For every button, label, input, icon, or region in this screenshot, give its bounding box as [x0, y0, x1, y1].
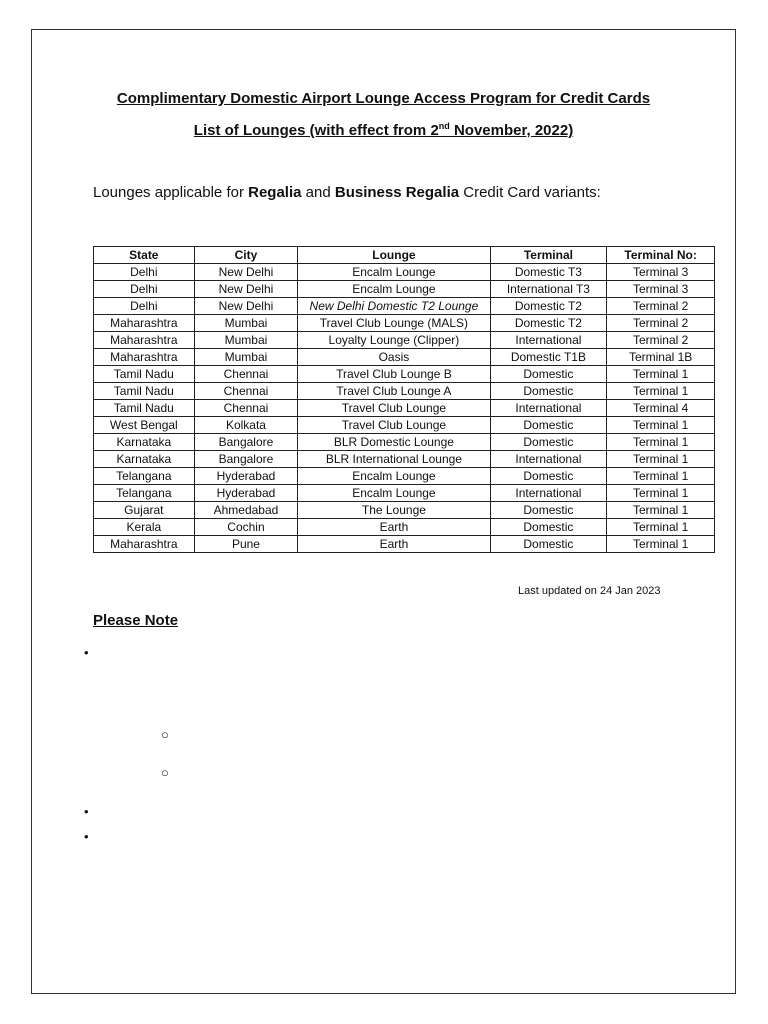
- cell-state: Tamil Nadu: [94, 400, 195, 417]
- cell-lounge: Travel Club Lounge: [298, 400, 490, 417]
- cell-city: Mumbai: [194, 349, 298, 366]
- cell-city: Chennai: [194, 383, 298, 400]
- lounge-table: [93, 246, 715, 553]
- cell-city: Hyderabad: [194, 485, 298, 502]
- cell-city: Bangalore: [194, 434, 298, 451]
- table-row: [94, 315, 715, 332]
- cell-lounge: Loyalty Lounge (Clipper): [298, 332, 490, 349]
- cell-lounge: Earth: [298, 536, 490, 553]
- cell-terminal: International: [490, 451, 607, 468]
- header-terminal: Terminal: [490, 247, 607, 264]
- table-row: [94, 468, 715, 485]
- cell-lounge: Encalm Lounge: [298, 264, 490, 281]
- cell-terminal: Domestic T2: [490, 298, 607, 315]
- table-row: [94, 281, 715, 298]
- header-lounge: Lounge: [298, 247, 490, 264]
- cell-terminal-no: Terminal 3: [607, 264, 715, 281]
- cell-terminal: Domestic: [490, 468, 607, 485]
- cell-state: Tamil Nadu: [94, 366, 195, 383]
- document-page: [31, 29, 736, 994]
- cell-terminal-no: Terminal 2: [607, 298, 715, 315]
- cell-state: Kerala: [94, 519, 195, 536]
- table-row: [94, 519, 715, 536]
- cell-state: West Bengal: [94, 417, 195, 434]
- cell-city: Hyderabad: [194, 468, 298, 485]
- table-row: [94, 502, 715, 519]
- card-name-business-regalia: Business Regalia: [334, 184, 460, 201]
- intro-prefix: Lounges applicable for: [93, 184, 249, 201]
- table-row: [94, 451, 715, 468]
- cell-lounge: Oasis: [298, 349, 490, 366]
- cell-city: Kolkata: [194, 417, 298, 434]
- document-title: Complimentary Domestic Airport Lounge Access Program for Credit Cards: [116, 90, 651, 107]
- cell-lounge: The Lounge: [298, 502, 490, 519]
- table-row: [94, 298, 715, 315]
- cell-state: Telangana: [94, 485, 195, 502]
- table-row: [94, 383, 715, 400]
- last-updated-text: Last updated on 24 Jan 2023: [518, 585, 661, 597]
- cell-terminal: Domestic T2: [490, 315, 607, 332]
- cell-state: Telangana: [94, 468, 195, 485]
- table-body: [94, 264, 715, 553]
- cell-state: Tamil Nadu: [94, 383, 195, 400]
- cell-state: Maharashtra: [94, 315, 195, 332]
- cell-terminal: Domestic: [490, 366, 607, 383]
- cell-terminal-no: Terminal 1: [607, 434, 715, 451]
- cell-lounge: Encalm Lounge: [298, 485, 490, 502]
- cell-state: Delhi: [94, 264, 195, 281]
- cell-city: Cochin: [194, 519, 298, 536]
- document-subtitle: [32, 121, 735, 139]
- cell-city: Pune: [194, 536, 298, 553]
- intro-text: [93, 184, 601, 201]
- cell-terminal-no: Terminal 1: [607, 536, 715, 553]
- please-note-heading: Please Note: [93, 612, 179, 629]
- cell-city: Chennai: [194, 366, 298, 383]
- cell-terminal-no: Terminal 1: [607, 502, 715, 519]
- intro-suffix: Credit Card variants:: [459, 184, 601, 201]
- bullet-icon: •: [84, 645, 89, 660]
- header-state: State: [94, 247, 195, 264]
- cell-terminal-no: Terminal 1: [607, 485, 715, 502]
- cell-lounge: Travel Club Lounge (MALS): [298, 315, 490, 332]
- cell-terminal: International T3: [490, 281, 607, 298]
- cell-lounge: New Delhi Domestic T2 Lounge: [298, 298, 490, 315]
- cell-lounge: Travel Club Lounge B: [298, 366, 490, 383]
- bullet-icon: •: [84, 804, 89, 819]
- subtitle-suffix: November, 2022): [449, 122, 574, 139]
- cell-terminal: International: [490, 485, 607, 502]
- table-header-row: [94, 247, 715, 264]
- cell-terminal: Domestic: [490, 434, 607, 451]
- cell-lounge: Encalm Lounge: [298, 281, 490, 298]
- cell-state: Karnataka: [94, 451, 195, 468]
- cell-terminal: International: [490, 332, 607, 349]
- cell-terminal-no: Terminal 3: [607, 281, 715, 298]
- cell-terminal-no: Terminal 1: [607, 383, 715, 400]
- table-row: [94, 485, 715, 502]
- subtitle-ordinal-suffix: nd: [438, 121, 450, 131]
- intro-middle: and: [301, 184, 335, 201]
- cell-city: Mumbai: [194, 332, 298, 349]
- header-terminal-no: Terminal No:: [607, 247, 715, 264]
- cell-lounge: BLR International Lounge: [298, 451, 490, 468]
- table-row: [94, 536, 715, 553]
- cell-state: Karnataka: [94, 434, 195, 451]
- cell-city: Ahmedabad: [194, 502, 298, 519]
- cell-terminal-no: Terminal 1: [607, 451, 715, 468]
- cell-lounge: Travel Club Lounge A: [298, 383, 490, 400]
- cell-city: Mumbai: [194, 315, 298, 332]
- sub-bullet-icon: ○: [161, 765, 169, 780]
- cell-lounge: Travel Club Lounge: [298, 417, 490, 434]
- table-row: [94, 417, 715, 434]
- cell-terminal: Domestic T1B: [490, 349, 607, 366]
- cell-terminal-no: Terminal 1: [607, 468, 715, 485]
- cell-state: Delhi: [94, 281, 195, 298]
- cell-terminal: Domestic: [490, 519, 607, 536]
- cell-lounge: Encalm Lounge: [298, 468, 490, 485]
- cell-terminal-no: Terminal 1: [607, 417, 715, 434]
- cell-terminal: Domestic: [490, 417, 607, 434]
- cell-terminal: International: [490, 400, 607, 417]
- cell-state: Maharashtra: [94, 349, 195, 366]
- table-row: [94, 349, 715, 366]
- cell-terminal-no: Terminal 1: [607, 519, 715, 536]
- cell-terminal-no: Terminal 1: [607, 366, 715, 383]
- table-row: [94, 366, 715, 383]
- cell-state: Delhi: [94, 298, 195, 315]
- cell-terminal: Domestic: [490, 383, 607, 400]
- table-row: [94, 400, 715, 417]
- sub-bullet-icon: ○: [161, 727, 169, 742]
- cell-lounge: BLR Domestic Lounge: [298, 434, 490, 451]
- cell-city: New Delhi: [194, 264, 298, 281]
- cell-terminal-no: Terminal 2: [607, 332, 715, 349]
- cell-city: Bangalore: [194, 451, 298, 468]
- cell-city: New Delhi: [194, 281, 298, 298]
- header-city: City: [194, 247, 298, 264]
- cell-terminal: Domestic T3: [490, 264, 607, 281]
- subtitle-prefix: List of Lounges (with effect from 2: [193, 122, 439, 139]
- cell-terminal: Domestic: [490, 502, 607, 519]
- bullet-icon: •: [84, 829, 89, 844]
- cell-terminal: Domestic: [490, 536, 607, 553]
- card-name-regalia: Regalia: [248, 184, 302, 201]
- cell-state: Maharashtra: [94, 536, 195, 553]
- cell-terminal-no: Terminal 1B: [607, 349, 715, 366]
- cell-state: Gujarat: [94, 502, 195, 519]
- cell-lounge: Earth: [298, 519, 490, 536]
- table-row: [94, 264, 715, 281]
- cell-terminal-no: Terminal 2: [607, 315, 715, 332]
- table-row: [94, 332, 715, 349]
- cell-terminal-no: Terminal 4: [607, 400, 715, 417]
- cell-city: New Delhi: [194, 298, 298, 315]
- table-row: [94, 434, 715, 451]
- cell-state: Maharashtra: [94, 332, 195, 349]
- cell-city: Chennai: [194, 400, 298, 417]
